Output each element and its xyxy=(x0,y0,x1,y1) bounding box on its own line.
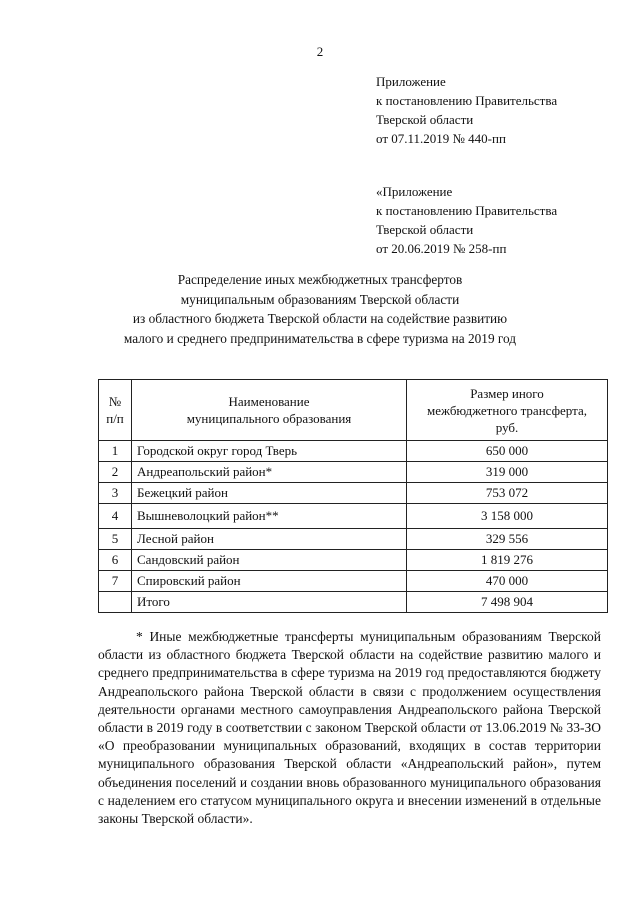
attachment-previous xyxy=(376,182,557,258)
footnote xyxy=(98,628,601,828)
title-line: Распределение иных межбюджетных трансфертов xyxy=(177,272,463,287)
attachment-current-line: Тверской области xyxy=(376,112,474,127)
row-name: Городской округ город Тверь xyxy=(132,441,407,462)
header-amount-line: Размер иного xyxy=(470,385,544,401)
row-amount: 650 000 xyxy=(407,441,608,462)
table-row xyxy=(99,462,608,483)
title-line: из областного бюджета Тверской области на содействие развитию xyxy=(132,311,508,326)
attachment-previous-line: от 20.06.2019 № 258-пп xyxy=(376,241,507,256)
total-num xyxy=(99,592,132,613)
title-line: муниципальным образованиям Тверской области xyxy=(180,291,460,307)
table-row xyxy=(99,483,608,504)
document-title xyxy=(90,270,550,348)
attachment-current xyxy=(376,72,557,148)
row-amount: 1 819 276 xyxy=(407,550,608,571)
row-name: Андреапольский район* xyxy=(132,462,407,483)
row-num: 7 xyxy=(99,571,132,592)
page-number: 2 xyxy=(316,44,324,59)
table-row xyxy=(99,571,608,592)
attachment-previous-line: «Приложение xyxy=(376,184,453,199)
row-amount: 329 556 xyxy=(407,529,608,550)
header-num-line: п/п xyxy=(106,411,124,426)
transfer-table xyxy=(98,379,608,613)
attachment-previous-line: Тверской области xyxy=(376,222,474,237)
header-name-line: муниципального образования xyxy=(186,411,352,426)
row-amount: 470 000 xyxy=(407,571,608,592)
row-name: Бежецкий район xyxy=(132,483,407,504)
row-name: Лесной район xyxy=(132,529,407,550)
total-amount: 7 498 904 xyxy=(407,592,608,613)
row-amount: 319 000 xyxy=(407,462,608,483)
header-amount-line: руб. xyxy=(495,419,519,435)
row-num: 3 xyxy=(99,483,132,504)
attachment-current-line: Приложение xyxy=(376,74,446,89)
attachment-current-line: от 07.11.2019 № 440-пп xyxy=(376,131,506,146)
row-amount: 3 158 000 xyxy=(407,504,608,529)
row-name: Сандовский район xyxy=(132,550,407,571)
header-num-line: № xyxy=(108,394,122,409)
table-row xyxy=(99,504,608,529)
row-num: 5 xyxy=(99,529,132,550)
row-name: Вышневолоцкий район** xyxy=(132,504,407,529)
table-row xyxy=(99,441,608,462)
row-amount: 753 072 xyxy=(407,483,608,504)
table-total-row xyxy=(99,592,608,613)
table-row xyxy=(99,550,608,571)
header-name-line: Наименование xyxy=(228,394,310,409)
header-num xyxy=(99,380,132,441)
table-row xyxy=(99,529,608,550)
table-header-row xyxy=(99,380,608,441)
header-amount-line: межбюджетного трансферта, xyxy=(427,402,587,418)
header-amount xyxy=(407,380,608,441)
footnote-text: * Иные межбюджетные трансферты муниципальным образованиям Тверской области из областного бюджета Тверской области на содействие развитию малого и среднего предпринимательства в сфере туризма на 2019 год предоставляются бюджету Андреапольского района Тверской области в связи с продолжением осуществления деятельности органами местного самоуправления Андреапольского района Тверской области в 2019 году в соответствии с законом Тверской области от 13.06.2019 № 33-ЗО «О преобразовании муниципальных образований, входящих в состав территории муниципального образования Тверской области «Андреапольский район», путем объединения поселений и создании вновь образованного муниципального образования с наделением его статусом муниципального округа и внесении изменений в отдельные законы Тверской области». xyxy=(98,629,601,827)
row-num: 4 xyxy=(99,504,132,529)
total-label: Итого xyxy=(132,592,407,613)
row-num: 1 xyxy=(99,441,132,462)
header-name xyxy=(132,380,407,441)
row-num: 6 xyxy=(99,550,132,571)
row-num: 2 xyxy=(99,462,132,483)
title-line: малого и среднего предпринимательства в сфере туризма на 2019 год xyxy=(123,330,517,346)
attachment-current-line: к постановлению Правительства xyxy=(376,93,558,108)
attachment-previous-line: к постановлению Правительства xyxy=(376,203,558,218)
row-name: Спировский район xyxy=(132,571,407,592)
